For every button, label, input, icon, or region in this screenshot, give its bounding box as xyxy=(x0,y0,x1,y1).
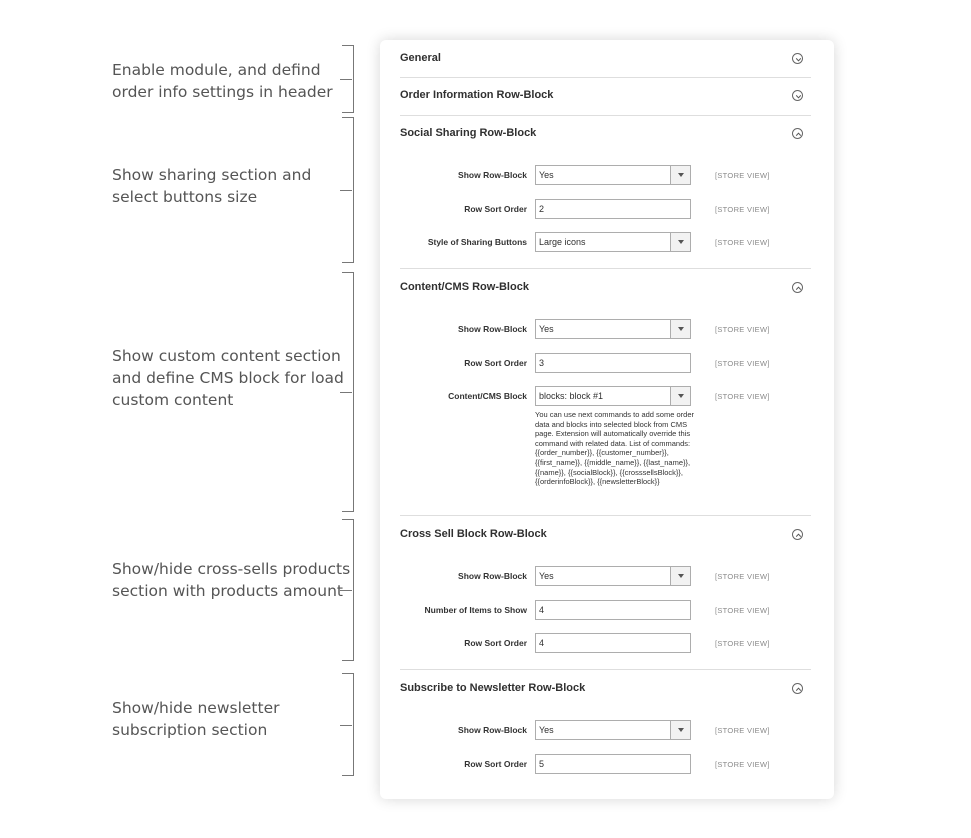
field-label: Show Row-Block xyxy=(458,571,527,581)
annotation-bracket xyxy=(342,519,354,661)
field-label: Show Row-Block xyxy=(458,725,527,735)
show-row-block-select[interactable] xyxy=(535,319,691,339)
select-value: blocks: block #1 xyxy=(539,391,604,401)
cms-commands-note: You can use next commands to add some order data and blocks into selected block from CMS page. Extension will automatically override this command with related data. List of commands: {{order_number}}, {{customer_number}}, {{first_name}}, {{middle_name}}, {{last_name}}, {{name}}, {{socialBlock}}, {{crosssellsBlock}}, {{orderinfoBlock}}, {{newsletterBlock}} xyxy=(535,410,694,487)
dropdown-arrow-icon[interactable] xyxy=(670,721,690,739)
field-row-show xyxy=(400,720,811,742)
scope-label: [STORE VIEW] xyxy=(715,325,770,334)
field-label: Row Sort Order xyxy=(464,759,527,769)
field-row-cms xyxy=(400,386,811,408)
field-label: Row Sort Order xyxy=(464,358,527,368)
annotation-bracket xyxy=(342,45,354,113)
field-label: Number of Items to Show xyxy=(424,605,527,615)
row-sort-order-input[interactable]: 3 xyxy=(535,353,691,373)
section-order-info xyxy=(400,77,811,114)
row-sort-order-input[interactable]: 2 xyxy=(535,199,691,219)
dropdown-arrow-icon[interactable] xyxy=(670,166,690,184)
field-row-sort xyxy=(400,199,811,221)
show-row-block-select[interactable] xyxy=(535,165,691,185)
section-general xyxy=(400,40,811,77)
section-title: General xyxy=(400,52,441,64)
annotation-newsletter: Show/hide newsletter subscription section xyxy=(112,699,280,739)
section-header-social[interactable] xyxy=(400,115,811,152)
select-value: Yes xyxy=(539,324,554,334)
row-sort-order-input[interactable]: 5 xyxy=(535,754,691,774)
section-title: Content/CMS Row-Block xyxy=(400,281,529,293)
annotation-content: Show custom content section and define CMS block for load custom content xyxy=(112,347,344,409)
scope-label: [STORE VIEW] xyxy=(715,359,770,368)
annotation-general: Enable module, and defind order info settings in header xyxy=(112,61,333,101)
section-cross-sell xyxy=(400,516,811,668)
field-label: Show Row-Block xyxy=(458,170,527,180)
dropdown-arrow-icon[interactable] xyxy=(670,387,690,405)
section-content xyxy=(400,269,811,515)
scope-label: [STORE VIEW] xyxy=(715,572,770,581)
section-title: Subscribe to Newsletter Row-Block xyxy=(400,682,586,694)
section-header-general[interactable] xyxy=(400,40,811,77)
config-panel xyxy=(380,40,834,799)
scope-label: [STORE VIEW] xyxy=(715,760,770,769)
scope-label: [STORE VIEW] xyxy=(715,171,770,180)
section-header-cross-sell[interactable] xyxy=(400,516,811,553)
section-header-order-info[interactable] xyxy=(400,77,811,114)
select-value: Yes xyxy=(539,170,554,180)
field-label: Row Sort Order xyxy=(464,204,527,214)
annotation-bracket xyxy=(342,272,354,512)
annotation-bracket xyxy=(342,117,354,263)
field-row-sort xyxy=(400,754,811,776)
field-row-show xyxy=(400,566,811,588)
section-header-content[interactable] xyxy=(400,269,811,306)
field-row-show xyxy=(400,165,811,187)
row-sort-order-input[interactable]: 4 xyxy=(535,633,691,653)
scope-label: [STORE VIEW] xyxy=(715,726,770,735)
section-header-newsletter[interactable] xyxy=(400,670,811,707)
section-title: Order Information Row-Block xyxy=(400,89,554,101)
sharing-buttons-style-select[interactable] xyxy=(535,232,691,252)
expand-icon[interactable] xyxy=(792,90,803,101)
section-title: Cross Sell Block Row-Block xyxy=(400,528,547,540)
field-row-style xyxy=(400,232,811,254)
field-row-items xyxy=(400,600,811,622)
select-value: Large icons xyxy=(539,237,586,247)
expand-icon[interactable] xyxy=(792,53,803,64)
collapse-icon[interactable] xyxy=(792,529,803,540)
collapse-icon[interactable] xyxy=(792,683,803,694)
show-row-block-select[interactable] xyxy=(535,566,691,586)
section-title: Social Sharing Row-Block xyxy=(400,127,537,139)
dropdown-arrow-icon[interactable] xyxy=(670,320,690,338)
scope-label: [STORE VIEW] xyxy=(715,205,770,214)
show-row-block-select[interactable] xyxy=(535,720,691,740)
section-newsletter xyxy=(400,670,811,790)
cms-block-select[interactable] xyxy=(535,386,691,406)
dropdown-arrow-icon[interactable] xyxy=(670,567,690,585)
dropdown-arrow-icon[interactable] xyxy=(670,233,690,251)
items-count-input[interactable]: 4 xyxy=(535,600,691,620)
field-label: Content/CMS Block xyxy=(448,391,527,401)
field-label: Row Sort Order xyxy=(464,638,527,648)
annotation-bracket xyxy=(342,673,354,776)
annotation-cross-sell: Show/hide cross-sells products section with products amount xyxy=(112,560,351,600)
select-value: Yes xyxy=(539,571,554,581)
scope-label: [STORE VIEW] xyxy=(715,606,770,615)
scope-label: [STORE VIEW] xyxy=(715,238,770,247)
section-social xyxy=(400,115,811,267)
field-row-show xyxy=(400,319,811,341)
field-row-sort xyxy=(400,633,811,655)
collapse-icon[interactable] xyxy=(792,128,803,139)
annotation-social: Show sharing section and select buttons size xyxy=(112,166,312,206)
field-row-sort xyxy=(400,353,811,375)
field-label: Style of Sharing Buttons xyxy=(427,237,527,247)
scope-label: [STORE VIEW] xyxy=(715,392,770,401)
field-label: Show Row-Block xyxy=(458,324,527,334)
scope-label: [STORE VIEW] xyxy=(715,639,770,648)
collapse-icon[interactable] xyxy=(792,282,803,293)
select-value: Yes xyxy=(539,725,554,735)
